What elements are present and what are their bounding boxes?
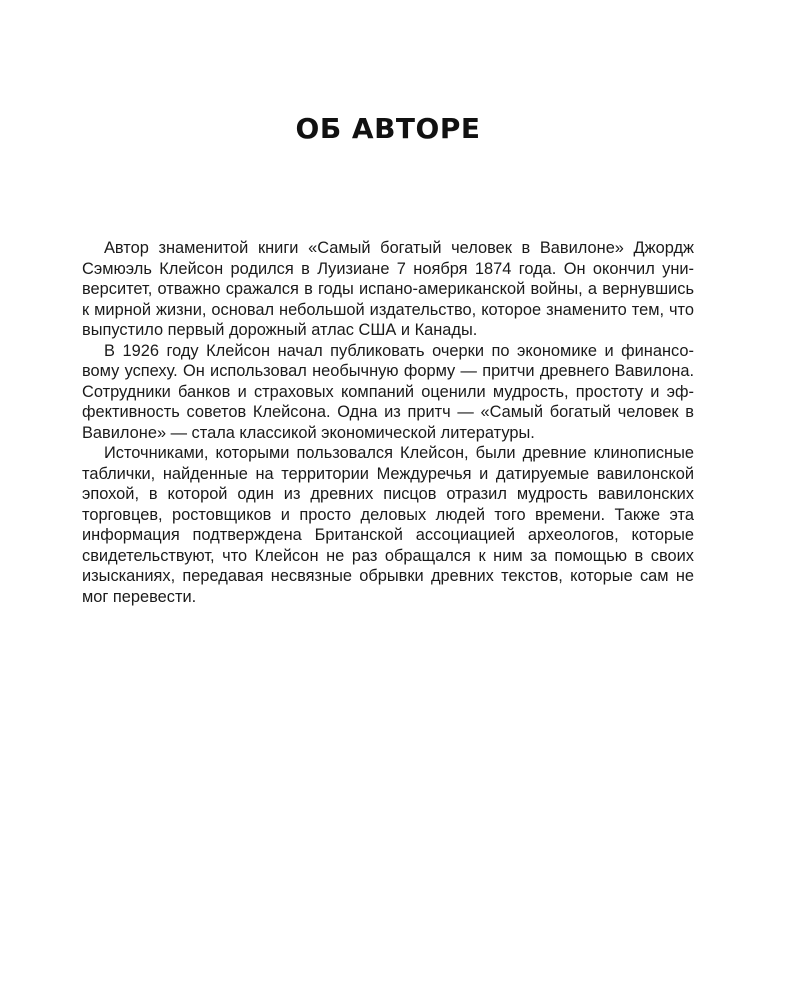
paragraph-1: Автор знаменитой книги «Самый богатый человек в Вавилоне» Джордж Сэмюэль Клейсон родился в Луизиане 7 ноября 1874 года. Он окончил университет, отважно сражался в годы испано-американской войны, а вернувшись к мирной жизни, основал небольшой издательство, которое знаменито тем, что выпустило первый дорожный атлас США и Канады. (82, 239, 694, 339)
paragraph-3: Источниками, которыми пользовался Клейсон, были древние клинописные таблички, найденные на территории Междуречья и датируемые вавилонской эпохой, в которой один из древних писцов отразил мудрость вавилонских торговцев, ростовщиков и просто деловых людей того времени. Также эта информация подтверждена Британской ассоциацией археологов, которые свидетельствуют, что Клейсон не раз обращался к ним за помощью в своих изысканиях, передавая несвязные обрывки древних текстов, которые сам не мог перевести. (82, 444, 694, 606)
body-text (82, 238, 694, 607)
paragraph-2: В 1926 году Клейсон начал публиковать очерки по экономике и финансовому успеху. Он использовал необычную форму — притчи древнего Вавилона. Сотрудники банков и страховых компаний оценили мудрость, простоту и эффективность советов Клейсона. Одна из притч — «Самый богатый человек в Вавилоне» — стала классикой экономической литературы. (82, 341, 694, 442)
page-title: ОБ АВТОРЕ (295, 112, 481, 145)
